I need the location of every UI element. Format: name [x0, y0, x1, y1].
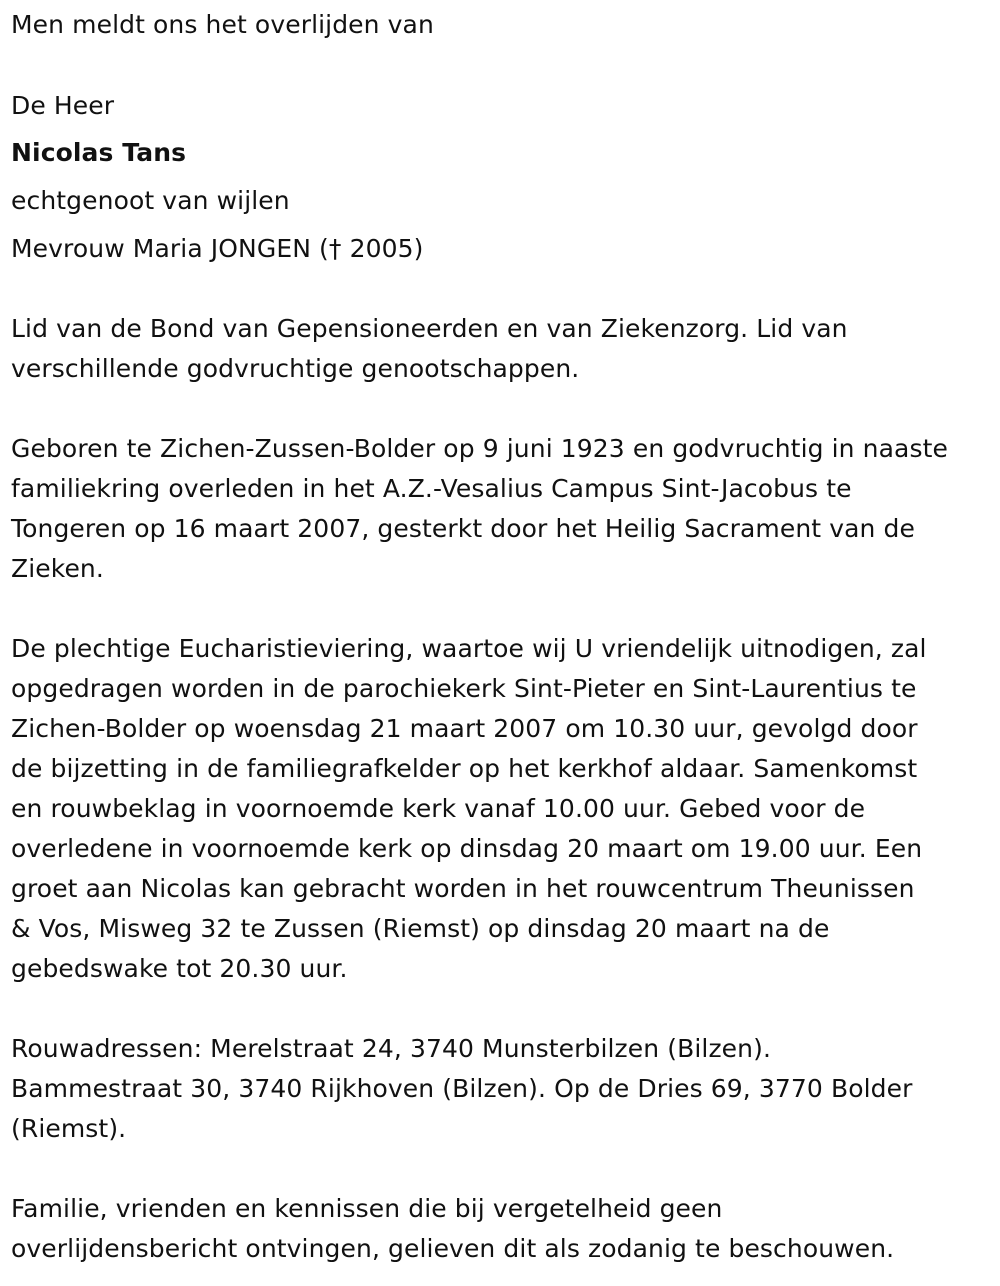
- birth-death-line: Geboren te Zichen-Zussen-Bolder op 9 juni 1923 en godvruchtig in naaste: [11, 434, 948, 463]
- membership-line: verschillende godvruchtige genootschappen.: [11, 354, 580, 383]
- address-line: Bammestraat 30, 3740 Rijkhoven (Bilzen). Op de Dries 69, 3770 Bolder: [11, 1074, 913, 1103]
- closing-line: overlijdensbericht ontvingen, gelieven dit als zodanig te beschouwen.: [11, 1234, 895, 1263]
- ceremony-line: Zichen-Bolder op woensdag 21 maart 2007 om 10.30 uur, gevolgd door: [11, 714, 918, 743]
- closing-line: Familie, vrienden en kennissen die bij vergetelheid geen: [11, 1194, 723, 1223]
- birth-death-line: familiekring overleden in het A.Z.-Vesalius Campus Sint-Jacobus te: [11, 474, 852, 503]
- birth-death-line: Zieken.: [11, 554, 104, 583]
- intro-text: Men meldt ons het overlijden van: [11, 10, 434, 39]
- cross-icon: †: [328, 234, 342, 263]
- ceremony-line: opgedragen worden in de parochiekerk Sint-Pieter en Sint-Laurentius te: [11, 674, 917, 703]
- deceased-name: Nicolas Tans: [11, 138, 187, 167]
- birth-death-paragraph: [11, 429, 991, 589]
- ceremony-line: overledene in voornoemde kerk op dinsdag 20 maart om 19.00 uur. Een: [11, 834, 923, 863]
- spouse-name: Mevrouw Maria JONGEN (: [11, 234, 329, 263]
- relation-text: echtgenoot van wijlen: [11, 186, 290, 215]
- ceremony-paragraph: [11, 629, 991, 989]
- spouse-death-year: 2005): [341, 234, 424, 263]
- salutation: De Heer: [11, 91, 115, 120]
- address-line: (Riemst).: [11, 1114, 127, 1143]
- ceremony-line: De plechtige Eucharistieviering, waartoe wij U vriendelijk uitnodigen, zal: [11, 634, 927, 663]
- ceremony-line: groet aan Nicolas kan gebracht worden in het rouwcentrum Theunissen: [11, 874, 915, 903]
- spouse-line: [11, 229, 423, 269]
- ceremony-line: & Vos, Misweg 32 te Zussen (Riemst) op dinsdag 20 maart na de: [11, 914, 830, 943]
- ceremony-line: gebedswake tot 20.30 uur.: [11, 954, 348, 983]
- membership-line: Lid van de Bond van Gepensioneerden en van Ziekenzorg. Lid van: [11, 314, 848, 343]
- birth-death-line: Tongeren op 16 maart 2007, gesterkt door het Heilig Sacrament van de: [11, 514, 915, 543]
- ceremony-line: de bijzetting in de familiegrafkelder op het kerkhof aldaar. Samenkomst: [11, 754, 918, 783]
- closing-paragraph: [11, 1189, 991, 1269]
- address-line: Rouwadressen: Merelstraat 24, 3740 Munsterbilzen (Bilzen).: [11, 1034, 771, 1063]
- ceremony-line: en rouwbeklag in voornoemde kerk vanaf 10.00 uur. Gebed voor de: [11, 794, 866, 823]
- membership-paragraph: [11, 309, 991, 389]
- addresses-paragraph: [11, 1029, 991, 1149]
